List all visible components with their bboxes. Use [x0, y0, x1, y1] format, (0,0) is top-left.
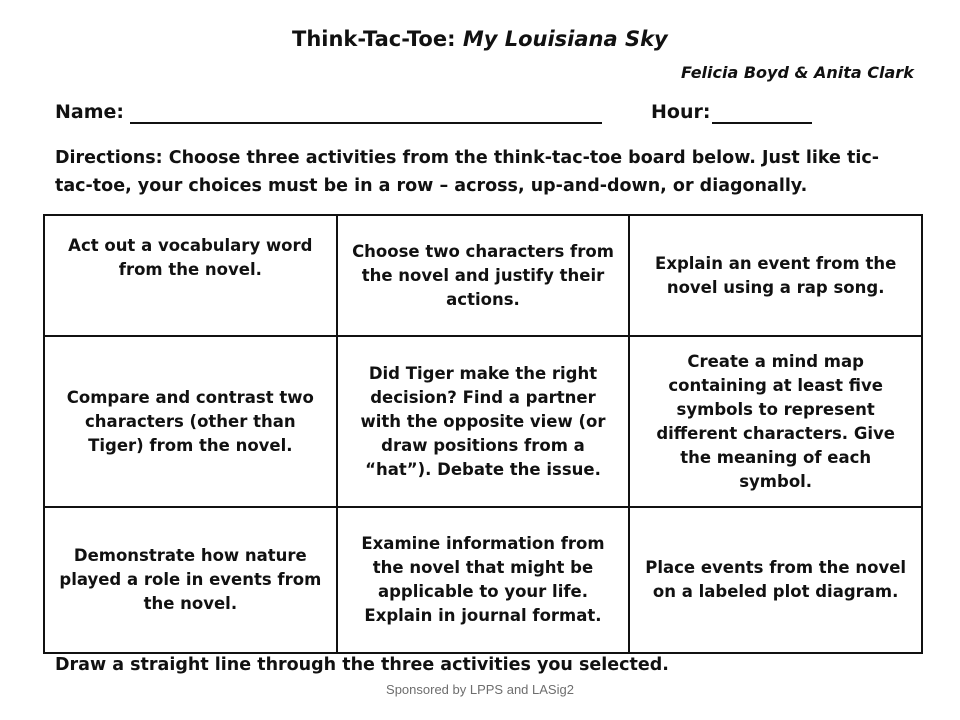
board-cell	[337, 336, 630, 507]
worksheet-title	[292, 27, 668, 51]
activity-text: Examine information from the novel that might be applicable to your life. Explain in journal format.	[361, 534, 605, 625]
board-cell	[629, 507, 922, 653]
name-blank-line	[130, 122, 602, 124]
activity-text: Place events from the novel on a labeled plot diagram.	[645, 558, 907, 601]
board-cell	[44, 507, 337, 653]
board-cell	[337, 215, 630, 336]
board-cell	[44, 336, 337, 507]
board-cell	[337, 507, 630, 653]
book-title: My Louisiana Sky	[462, 27, 668, 51]
directions: Directions: Choose three activities from the think-tac-toe board below. Just like tic-tac-toe, your choices must be in a row – across, up-and-down, or diagonally.	[55, 148, 879, 196]
footer-sponsor: Sponsored by LPPS and LASig2	[386, 682, 574, 697]
activity-text: Choose two characters from the novel and justify their actions.	[352, 241, 614, 309]
authors: Felicia Boyd & Anita Clark	[681, 63, 914, 82]
hour-label: Hour:	[651, 101, 711, 123]
board-row	[44, 336, 922, 507]
activity-text: Compare and contrast two characters (other than Tiger) from the novel.	[66, 387, 314, 455]
activity-text: Explain an event from the novel using a rap song.	[655, 253, 897, 297]
name-label: Name:	[55, 101, 125, 123]
activity-text: Did Tiger make the right decision? Find a partner with the opposite view (or draw positions from a “hat”). Debate the issue.	[360, 363, 606, 479]
board-cell	[629, 215, 922, 336]
board-cell	[629, 336, 922, 507]
activity-text: Demonstrate how nature played a role in events from the novel.	[59, 546, 322, 613]
board-row	[44, 507, 922, 653]
title-prefix: Think-Tac-Toe:	[292, 27, 456, 51]
think-tac-toe-board	[43, 214, 923, 654]
board-row	[44, 215, 922, 336]
final-instruction: Draw a straight line through the three activities you selected.	[55, 655, 669, 675]
hour-blank-line	[712, 122, 812, 124]
board-cell	[44, 215, 337, 336]
activity-text: Create a mind map containing at least five symbols to represent different characters. Give the meaning of each symbol.	[656, 351, 895, 491]
activity-text: Act out a vocabulary word from the novel.	[68, 235, 313, 279]
